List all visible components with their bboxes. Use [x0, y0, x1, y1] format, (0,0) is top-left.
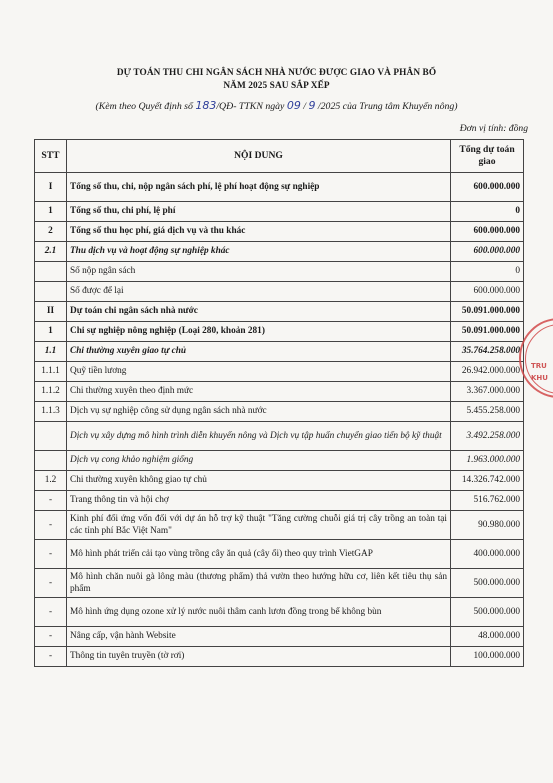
- table-row: [35, 282, 524, 302]
- row-stt-cell: 1.1.1: [35, 362, 67, 382]
- row-amount-cell: 400.000.000: [451, 540, 524, 569]
- row-amount-cell: 600.000.000: [451, 242, 524, 262]
- handwritten-decision-number: 183: [195, 99, 217, 112]
- document-subtitle: [0, 99, 553, 112]
- row-content-cell: Chi sự nghiệp nông nghiệp (Loại 280, khoản 281): [67, 322, 451, 342]
- stamp-text-line2: KHU: [531, 374, 548, 382]
- table-row: [35, 647, 524, 667]
- row-stt-cell: 1.1: [35, 342, 67, 362]
- row-stt-cell: -: [35, 511, 67, 540]
- table-row: [35, 471, 524, 491]
- handwritten-month: 9: [308, 99, 316, 112]
- row-content-cell: Quỹ tiền lương: [67, 362, 451, 382]
- table-row: [35, 451, 524, 471]
- row-content-cell: Nâng cấp, vận hành Website: [67, 627, 451, 647]
- row-amount-cell: 0: [451, 202, 524, 222]
- row-content-cell: Dịch vụ cong khảo nghiệm giống: [67, 451, 451, 471]
- table-row: [35, 222, 524, 242]
- row-amount-cell: 600.000.000: [451, 222, 524, 242]
- table-body: [35, 173, 524, 667]
- table-row: [35, 302, 524, 322]
- table-row: [35, 422, 524, 451]
- row-stt-cell: [35, 422, 67, 451]
- row-content-cell: Mô hình ứng dụng ozone xử lý nước nuôi thâm canh lươn đồng trong bể không bùn: [67, 598, 451, 627]
- row-amount-cell: 26.942.000.000: [451, 362, 524, 382]
- column-header-stt: STT: [35, 140, 67, 173]
- row-stt-cell: -: [35, 627, 67, 647]
- subtitle-middle: /QĐ- TTKN ngày: [216, 101, 285, 112]
- row-stt-cell: 1: [35, 202, 67, 222]
- row-stt-cell: 1: [35, 322, 67, 342]
- table-row: [35, 202, 524, 222]
- row-content-cell: Tổng số thu, chi, nộp ngân sách phí, lệ phí hoạt động sự nghiệp: [67, 173, 451, 202]
- row-stt-cell: [35, 451, 67, 471]
- row-content-cell: Tổng số thu học phí, giá dịch vụ và thu khác: [67, 222, 451, 242]
- row-content-cell: Thu dịch vụ và hoạt động sự nghiệp khác: [67, 242, 451, 262]
- budget-table: [34, 139, 524, 667]
- row-content-cell: Chi thường xuyên theo định mức: [67, 382, 451, 402]
- row-amount-cell: 48.000.000: [451, 627, 524, 647]
- row-amount-cell: 50.091.000.000: [451, 302, 524, 322]
- row-amount-cell: 1.963.000.000: [451, 451, 524, 471]
- row-stt-cell: 1.2: [35, 471, 67, 491]
- row-stt-cell: -: [35, 540, 67, 569]
- stamp-inner-ring: [525, 324, 553, 394]
- column-header-content: NỘI DUNG: [67, 140, 451, 173]
- row-content-cell: Chi thường xuyên giao tự chủ: [67, 342, 451, 362]
- table-row: [35, 491, 524, 511]
- row-content-cell: Thông tin tuyên truyền (tờ rơi): [67, 647, 451, 667]
- row-stt-cell: -: [35, 598, 67, 627]
- table-row: [35, 242, 524, 262]
- row-stt-cell: 1.1.2: [35, 382, 67, 402]
- row-amount-cell: 500.000.000: [451, 598, 524, 627]
- row-content-cell: Dịch vụ xây dựng mô hình trình diễn khuyến nông và Dịch vụ tập huấn chuyển giao tiến bộ kỹ thuật: [67, 422, 451, 451]
- row-stt-cell: 2: [35, 222, 67, 242]
- row-amount-cell: 35.764.258.000: [451, 342, 524, 362]
- row-content-cell: Dịch vụ sự nghiệp công sử dụng ngân sách nhà nước: [67, 402, 451, 422]
- row-amount-cell: 0: [451, 262, 524, 282]
- table-row: [35, 362, 524, 382]
- row-stt-cell: -: [35, 569, 67, 598]
- table-row: [35, 322, 524, 342]
- row-amount-cell: 14.326.742.000: [451, 471, 524, 491]
- table-row: [35, 262, 524, 282]
- table-header-row: [35, 140, 524, 173]
- document-title-year: NĂM 2025 SAU SẮP XẾP: [223, 81, 330, 91]
- row-amount-cell: 5.455.258.000: [451, 402, 524, 422]
- row-content-cell: Mô hình chăn nuôi gà lông màu (thương phẩm) thả vườn theo hướng hữu cơ, liên kết tiêu thụ sản phẩm: [67, 569, 451, 598]
- row-stt-cell: II: [35, 302, 67, 322]
- stamp-text-line1: TRU: [531, 362, 547, 370]
- row-amount-cell: 100.000.000: [451, 647, 524, 667]
- row-content-cell: Dự toán chi ngân sách nhà nước: [67, 302, 451, 322]
- row-content-cell: Chi thường xuyên không giao tự chủ: [67, 471, 451, 491]
- row-content-cell: Số nộp ngân sách: [67, 262, 451, 282]
- row-amount-cell: 600.000.000: [451, 173, 524, 202]
- document-title: DỰ TOÁN THU CHI NGÂN SÁCH NHÀ NƯỚC ĐƯỢC GIAO VÀ PHÂN BỔ: [116, 68, 437, 78]
- table-row: [35, 598, 524, 627]
- row-amount-cell: 3.367.000.000: [451, 382, 524, 402]
- row-amount-cell: 90.980.000: [451, 511, 524, 540]
- currency-unit: Đơn vị tính: đồng: [459, 123, 528, 134]
- row-stt-cell: 1.1.3: [35, 402, 67, 422]
- table-row: [35, 173, 524, 202]
- row-content-cell: Trang thông tin và hội chợ: [67, 491, 451, 511]
- row-stt-cell: [35, 262, 67, 282]
- row-amount-cell: 50.091.000.000: [451, 322, 524, 342]
- table-row: [35, 569, 524, 598]
- table-row: [35, 342, 524, 362]
- row-content-cell: Kinh phí đối ứng vốn đối với dự án hỗ trợ kỹ thuật "Tăng cường chuỗi giá trị cây trồng an toàn tại các tỉnh phí Bắc Việt Nam": [67, 511, 451, 540]
- row-stt-cell: 2.1: [35, 242, 67, 262]
- row-content-cell: Số được để lại: [67, 282, 451, 302]
- table-row: [35, 627, 524, 647]
- row-amount-cell: 516.762.000: [451, 491, 524, 511]
- row-stt-cell: -: [35, 647, 67, 667]
- table-row: [35, 511, 524, 540]
- table-row: [35, 382, 524, 402]
- column-header-amount: Tổng dự toán giao: [451, 140, 524, 173]
- subtitle-prefix: (Kèm theo Quyết định số: [95, 101, 193, 112]
- row-content-cell: Tổng số thu, chi phí, lệ phí: [67, 202, 451, 222]
- table-row: [35, 402, 524, 422]
- date-separator: /: [303, 101, 307, 112]
- row-stt-cell: -: [35, 491, 67, 511]
- row-content-cell: Mô hình phát triển cải tạo vùng trồng cây ăn quả (cây ổi) theo quy trình VietGAP: [67, 540, 451, 569]
- table-row: [35, 540, 524, 569]
- row-amount-cell: 500.000.000: [451, 569, 524, 598]
- handwritten-day: 09: [286, 99, 301, 112]
- row-stt-cell: [35, 282, 67, 302]
- row-amount-cell: 600.000.000: [451, 282, 524, 302]
- row-stt-cell: I: [35, 173, 67, 202]
- subtitle-suffix: /2025 của Trung tâm Khuyến nông): [317, 101, 458, 112]
- row-amount-cell: 3.492.258.000: [451, 422, 524, 451]
- official-seal-stamp: [519, 318, 553, 398]
